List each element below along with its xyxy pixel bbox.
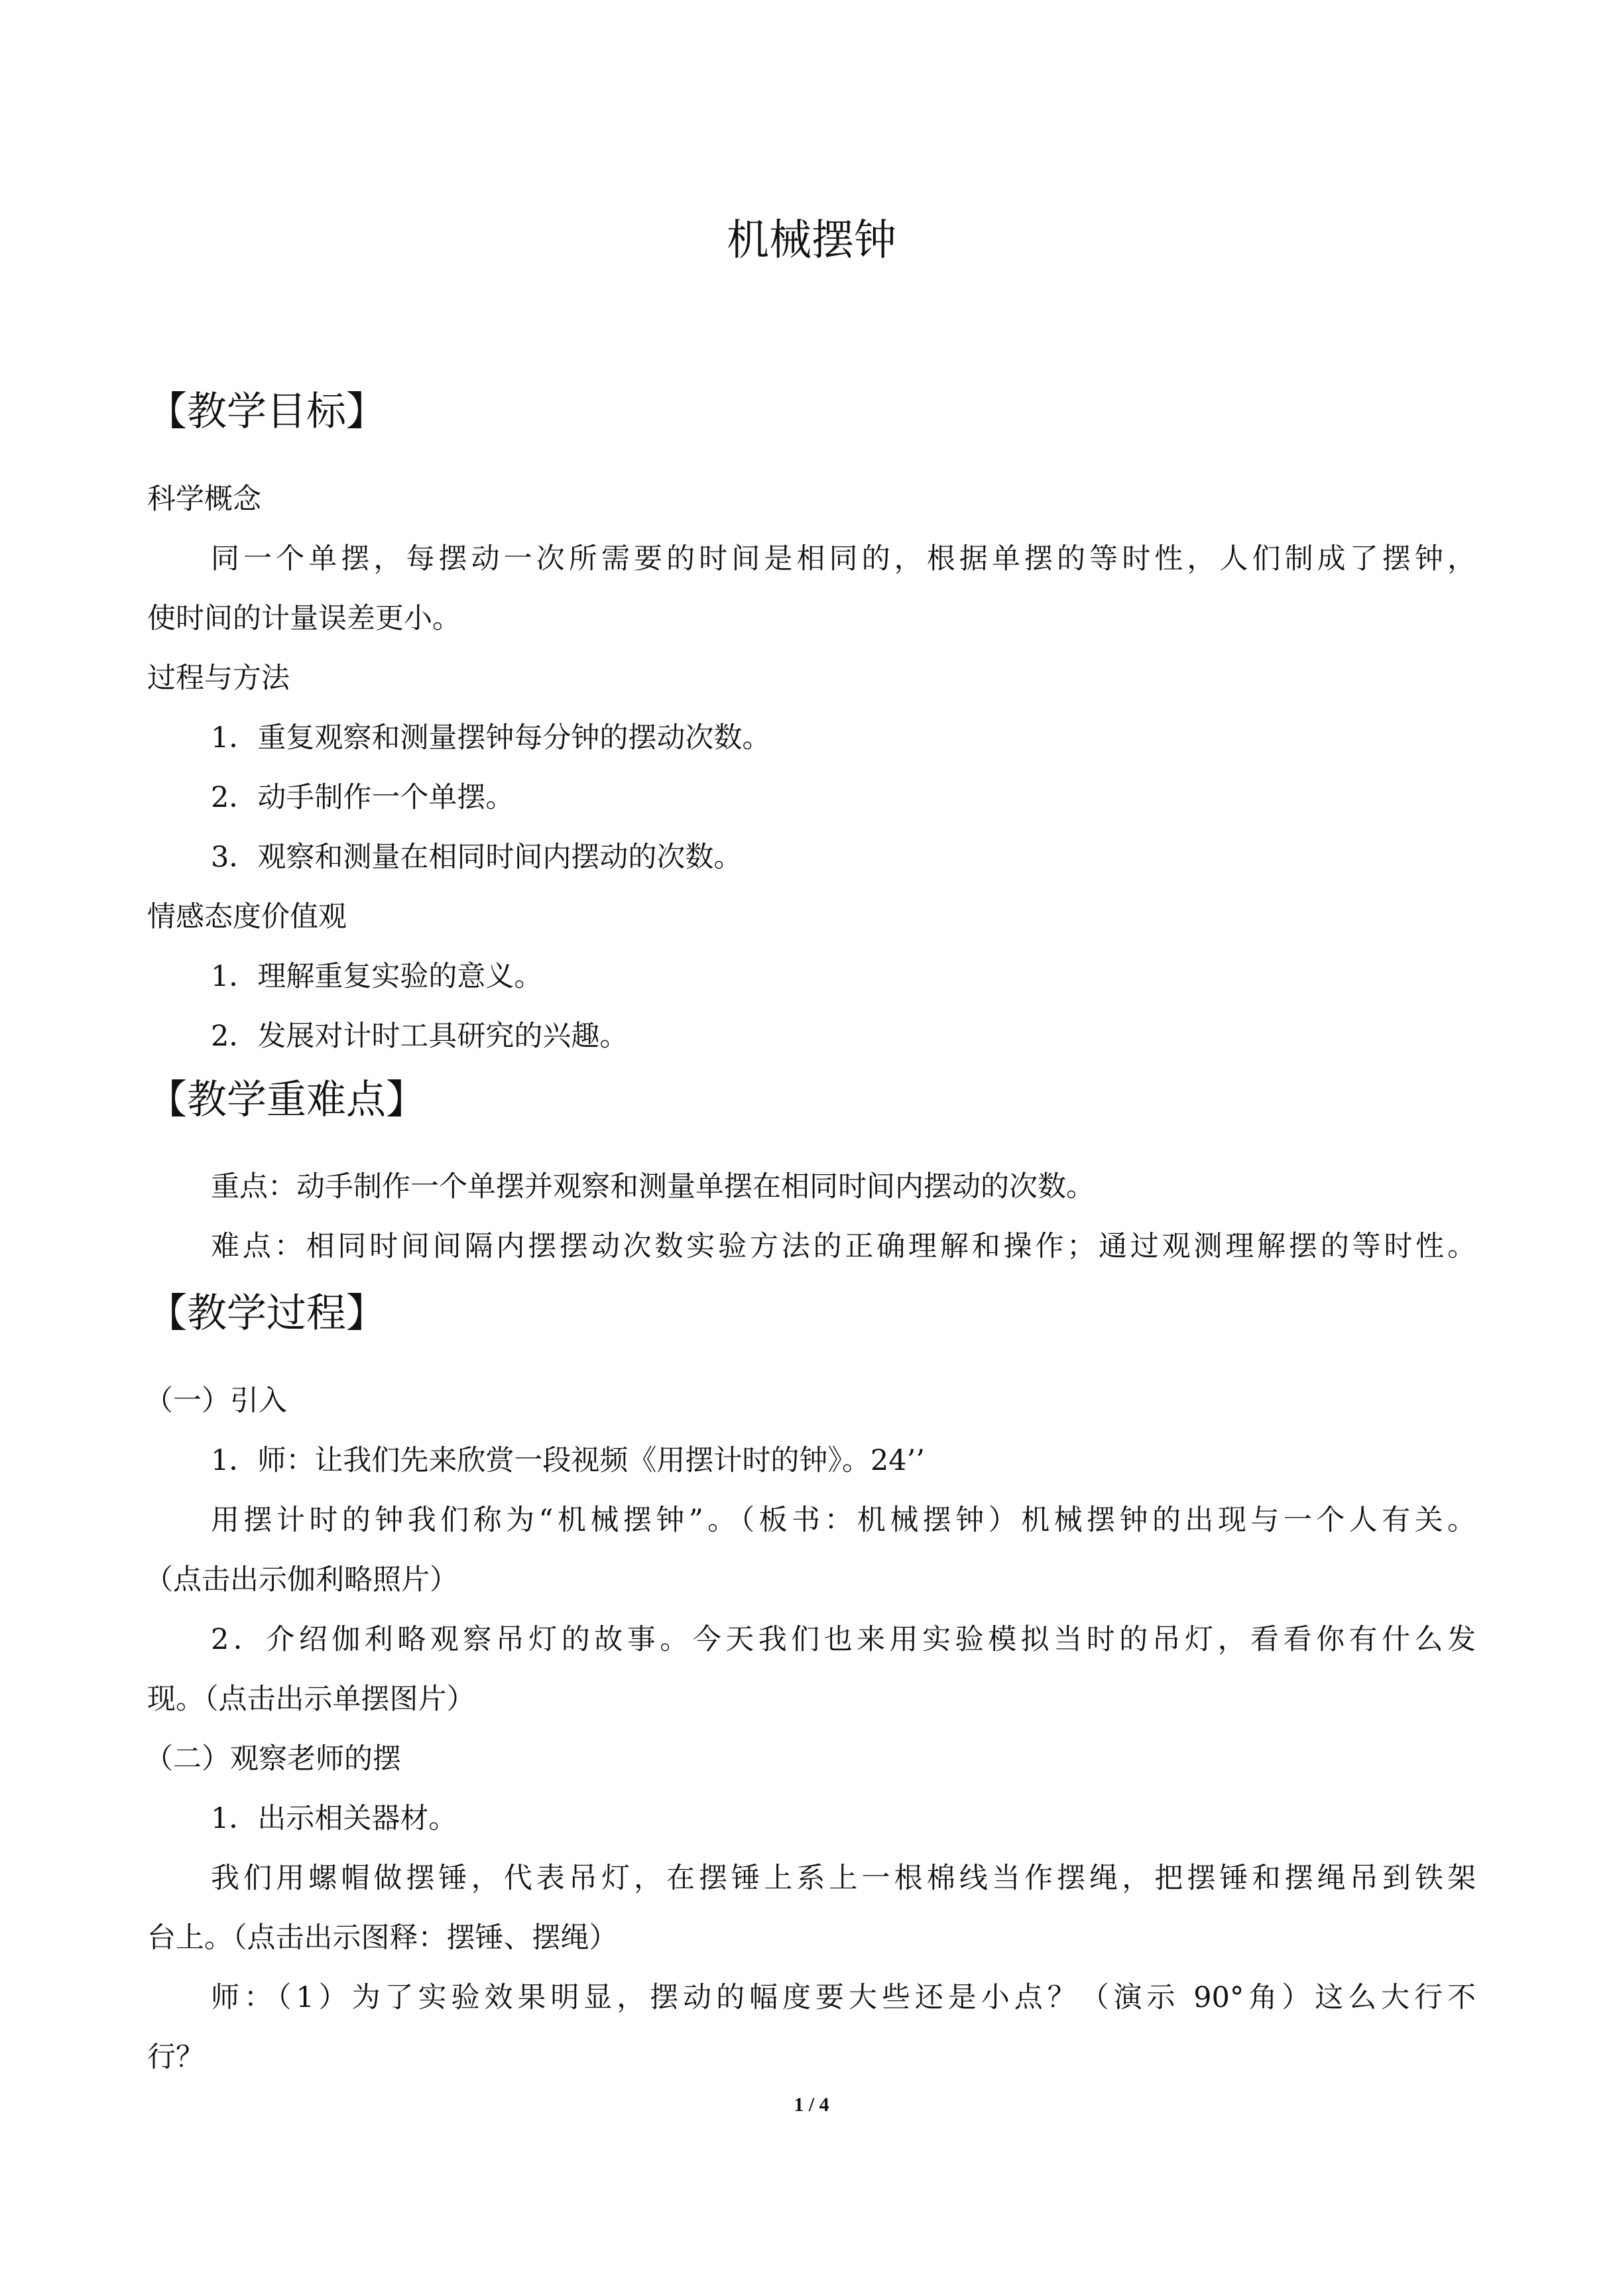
process-paragraph-5-line-2: 台上。（点击出示图释：摆锤、摆绳）	[147, 1921, 618, 1955]
process-paragraph-1: 1．师：让我们先来欣赏一段视频《用摆计时的钟》。24’’	[211, 1444, 925, 1477]
method-item-1: 1．重复观察和测量摆钟每分钟的摆动次数。	[211, 721, 771, 755]
process-paragraph-2-line-1: 用摆计时的钟我们称为“机械摆钟”。（板书：机械摆钟）机械摆钟的出现与一个人有关。	[211, 1504, 1476, 1537]
section-heading-key-points: 【教学重难点】	[147, 1077, 426, 1123]
process-paragraph-3-line-2: 现。（点击出示单摆图片）	[147, 1683, 475, 1716]
concept-line-2: 使时间的计量误差更小。	[147, 602, 461, 635]
key-point-focus: 重点：动手制作一个单摆并观察和测量单摆在相同时间内摆动的次数。	[211, 1170, 1095, 1203]
page-title: 机械摆钟	[727, 216, 896, 265]
attitude-item-2: 2．发展对计时工具研究的兴趣。	[211, 1020, 629, 1053]
method-item-3: 3．观察和测量在相同时间内摆动的次数。	[211, 841, 743, 874]
subheading-concept: 科学概念	[147, 483, 261, 516]
section-heading-objectives: 【教学目标】	[147, 389, 386, 435]
key-point-difficulty: 难点：相同时间间隔内摆摆动次数实验方法的正确理解和操作；通过观测理解摆的等时性。	[211, 1230, 1476, 1263]
process-paragraph-6-line-1: 师：（1）为了实验效果明显，摆动的幅度要大些还是小点？（演示 90°角）这么大行不	[211, 1981, 1476, 2014]
subheading-part-2: （二）观察老师的摆	[145, 1742, 401, 1776]
process-paragraph-2-line-2: （点击出示伽利略照片）	[145, 1563, 458, 1597]
method-item-2: 2．动手制作一个单摆。	[211, 781, 514, 814]
section-heading-process: 【教学过程】	[147, 1290, 386, 1337]
subheading-part-1: （一）引入	[145, 1384, 287, 1418]
subheading-method: 过程与方法	[147, 662, 290, 695]
subheading-attitude: 情感态度价值观	[147, 900, 347, 934]
process-paragraph-4: 1．出示相关器材。	[211, 1802, 457, 1835]
concept-line-1: 同一个单摆，每摆动一次所需要的时间是相同的，根据单摆的等时性，人们制成了摆钟，	[211, 542, 1476, 575]
process-paragraph-6-line-2: 行？	[147, 2041, 204, 2074]
process-paragraph-5-line-1: 我们用螺帽做摆锤，代表吊灯，在摆锤上系上一根棉线当作摆绳，把摆锤和摆绳吊到铁架	[211, 1862, 1476, 1895]
attitude-item-1: 1．理解重复实验的意义。	[211, 960, 543, 993]
page-number: 1 / 4	[794, 2094, 829, 2116]
process-paragraph-3-line-1: 2．介绍伽利略观察吊灯的故事。今天我们也来用实验模拟当时的吊灯，看看你有什么发	[211, 1623, 1476, 1656]
